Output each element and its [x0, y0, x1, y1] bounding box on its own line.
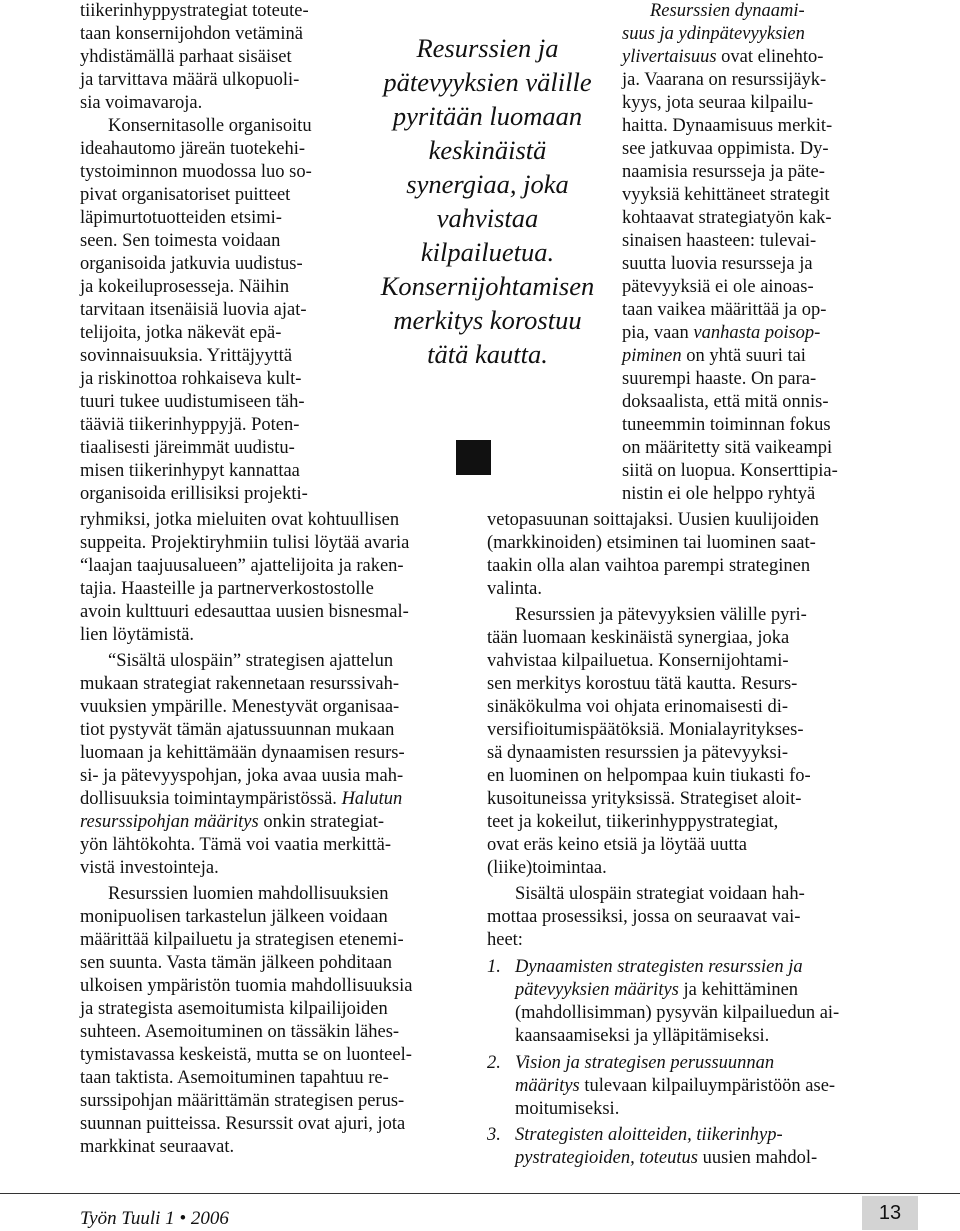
text-line: ulkoisen ympäristön tuomia mahdollisuuksia — [80, 976, 413, 996]
text-line: taan vaikea määrittää ja op- — [622, 300, 827, 320]
text-line: vetopasuunan soittajaksi. Uusien kuulijoiden — [487, 510, 819, 530]
text-line: luomaan ja kehittämään dynaamisen resurs- — [80, 743, 405, 763]
text-line: läpimurtotuotteiden etsimi- — [80, 208, 282, 228]
text-line: valinta. — [487, 579, 542, 599]
text-line: sinäkökulma voi ohjata erinomaisesti di- — [487, 697, 789, 717]
text-line: pätevyyksiä ei ole ainoas- — [622, 277, 814, 297]
text-line: taakin olla alan vaihtoa parempi strateginen — [487, 556, 811, 576]
text-run: uusien mahdol- — [697, 1148, 818, 1168]
text-line: sen merkitys korostuu tätä kautta. Resurs- — [487, 674, 798, 694]
text-line: suurempi haaste. On para- — [622, 369, 817, 389]
text-line: en luominen on helpompaa kuin tiukasti fo- — [487, 766, 811, 786]
text-line: ovat eräs keino etsiä ja löytää uutta — [487, 835, 747, 855]
text-line: ja. Vaarana on resurssijäyk- — [622, 70, 827, 90]
list-item-line: Vision ja strategisen perussuunnan — [515, 1053, 775, 1073]
italic-run: ylivertaisuus — [622, 47, 717, 67]
list-number: 1. — [487, 957, 501, 977]
section-end-square — [456, 440, 491, 475]
text-line: heet: — [487, 930, 523, 950]
text-run: ovat elinehto- — [716, 47, 824, 67]
text-line: Resurssien luomien mahdollisuuksien — [108, 884, 389, 904]
text-line: ja riskinottoa rohkaiseva kult- — [80, 369, 302, 389]
pull-quote-line: tätä kautta. — [427, 338, 548, 369]
text-line: “Sisältä ulospäin” strategisen ajattelun — [108, 651, 394, 671]
text-line: Sisältä ulospäin strategiat voidaan hah- — [515, 884, 805, 904]
text-line: ja strategista asemoitumista kilpailijoiden — [80, 999, 388, 1019]
italic-run: Halutun — [336, 789, 403, 809]
text-line: vyyksiä kehittäneet strategit — [622, 185, 830, 205]
text-line: tääviä tiikerinhyppyjä. Poten- — [80, 415, 300, 435]
text-line: naamisia resursseja ja päte- — [622, 162, 825, 182]
text-line: ja tarvittava määrä ulkopuoli- — [80, 70, 300, 90]
text-line: si- ja pätevyyspohjan, joka avaa uusia mah- — [80, 766, 404, 786]
text-line: Konsernitasolle organisoitu — [108, 116, 312, 136]
text-line: nistin ei ole helppo ryhtyä — [622, 484, 816, 504]
list-item-line: (mahdollisimman) pysyvän kilpailuedun ai- — [515, 1003, 840, 1023]
list-item-line: kaansaamiseksi ja ylläpitämiseksi. — [515, 1026, 770, 1046]
text-run: pia, vaan — [622, 323, 689, 343]
italic-run: määritys — [515, 1076, 580, 1096]
text-line — [80, 811, 384, 834]
text-line: suunnan puitteissa. Resurssit ovat ajuri, jota — [80, 1114, 406, 1134]
list-item-line: moitumiseksi. — [515, 1099, 620, 1119]
text-line: markkinat seuraavat. — [80, 1137, 235, 1157]
text-run: ja kehittäminen — [678, 980, 799, 1000]
pull-quote-line: pyritään luomaan — [392, 100, 583, 131]
text-line: määrittää kilpailuetu ja strategisen etenemi- — [80, 930, 404, 950]
text-line: siitä on luopua. Konserttipia- — [622, 461, 838, 481]
text-line: lien löytämistä. — [80, 625, 195, 645]
text-line: monipuolisen tarkastelun jälkeen voidaan — [80, 907, 388, 927]
text-line — [622, 345, 806, 368]
pull-quote-line: pätevyyksien välille — [383, 66, 592, 97]
text-line — [622, 322, 820, 345]
text-line: tarvitaan itsenäisiä luovia ajat- — [80, 300, 307, 320]
text-line — [622, 23, 805, 46]
list-item-line: Strategisten aloitteiden, tiikerinhyp- — [515, 1125, 783, 1145]
text-line: vistä investointeja. — [80, 858, 219, 878]
text-line: doksaalista, että mitä onnis- — [622, 392, 829, 412]
text-line: suhteen. Asemoituminen on tässäkin lähes- — [80, 1022, 400, 1042]
text-line: kyys, jota seuraa kilpailu- — [622, 93, 814, 113]
text-line: vahvistaa kilpailuetua. Konsernijohtami- — [487, 651, 789, 671]
text-line: suutta luovia resursseja ja — [622, 254, 813, 274]
text-line: yhdistämällä parhaat sisäiset — [80, 47, 292, 67]
text-line: mottaa prosessiksi, jossa on seuraavat vai- — [487, 907, 801, 927]
text-line: tuuri tukee uudistumiseen täh- — [80, 392, 305, 412]
text-line: “laajan taajuusalueen” ajattelijoita ja raken- — [80, 556, 404, 576]
text-run: on yhtä suuri tai — [681, 346, 806, 366]
pull-quote-line: Konsernijohtamisen — [380, 270, 595, 301]
text-line: tymistavassa keskeistä, mutta se on luonteel- — [80, 1045, 412, 1065]
list-number: 3. — [487, 1125, 501, 1145]
text-line: see jatkuvaa oppimista. Dy- — [622, 139, 829, 159]
text-line: vuuksien ympärille. Menestyvät organisaa- — [80, 697, 400, 717]
text-line: organisoida erillisiksi projekti- — [80, 484, 308, 504]
pull-quote-line: vahvistaa — [436, 202, 539, 233]
text-line: seen. Sen toimesta voidaan — [80, 231, 281, 251]
text-line: haitta. Dynaamisuus merkit- — [622, 116, 833, 136]
text-line: sen suunta. Vasta tämän jälkeen pohditaan — [80, 953, 393, 973]
text-line: on määritetty sitä vaikeampi — [622, 438, 833, 458]
italic-run: suus ja ydinpätevyyksien — [622, 24, 805, 44]
text-line: Resurssien ja pätevyyksien välille pyri- — [515, 605, 807, 625]
italic-run: vanhasta poisop- — [688, 323, 821, 343]
text-line: avoin kulttuuri edesauttaa uusien bisnesmal- — [80, 602, 409, 622]
text-line: misen tiikerinhypyt kannattaa — [80, 461, 300, 481]
italic-run: resurssipohjan määritys — [80, 812, 259, 832]
italic-run: pystrategioiden, toteutus — [515, 1148, 698, 1168]
text-line: sia voimavaroja. — [80, 93, 203, 113]
text-line: kohtaavat strategiatyön kak- — [622, 208, 832, 228]
text-line: tään luomaan keskinäistä synergiaa, joka — [487, 628, 790, 648]
text-line: ideahautomo järeän tuotekehi- — [80, 139, 305, 159]
pull-quote-line: synergiaa, joka — [406, 168, 569, 199]
text-line: yön lähtökohta. Tämä voi vaatia merkittä- — [80, 835, 391, 855]
text-line: kusoituneissa yrityksissä. Strategiset aloit- — [487, 789, 802, 809]
italic-run: Resurssien dynaami- — [650, 1, 805, 21]
text-line — [80, 788, 402, 811]
text-line: telijoita, jotka näkevät epä- — [80, 323, 282, 343]
text-line: tystoiminnon muodossa luo so- — [80, 162, 312, 182]
list-item-line — [515, 979, 798, 1002]
text-line: teet ja kokeilut, tiikerinhyppystrategiat, — [487, 812, 779, 832]
text-line: surssipohjan määrittämän strategisen perus- — [80, 1091, 405, 1111]
text-line: suppeita. Projektiryhmiin tulisi löytää avaria — [80, 533, 410, 553]
text-run: dollisuuksia toimintaympäristössä. — [80, 789, 337, 809]
text-line: organisoida jatkuvia uudistus- — [80, 254, 303, 274]
text-line: tiaalisesti järeimmät uudistu- — [80, 438, 295, 458]
text-line: taan taktista. Asemoituminen tapahtuu re- — [80, 1068, 389, 1088]
text-line: sovinnaisuuksia. Yrittäjyyttä — [80, 346, 293, 366]
pull-quote-line: Resurssien ja — [416, 32, 559, 63]
text-line: sä dynaamisten resurssien ja pätevyyksi- — [487, 743, 789, 763]
text-line: versifioitumispäätöksiä. Monialayritykses- — [487, 720, 804, 740]
italic-run: pätevyyksien määritys — [515, 980, 679, 1000]
page-number: 13 — [862, 1196, 918, 1230]
text-line: sinaisen haasteen: tulevai- — [622, 231, 817, 251]
list-item-line — [515, 1147, 817, 1170]
pull-quote-line: keskinäistä — [428, 134, 547, 165]
pull-quote-line: merkitys korostuu — [393, 304, 582, 335]
list-item-line — [515, 1075, 835, 1098]
text-line — [650, 0, 805, 23]
list-number: 2. — [487, 1053, 501, 1073]
list-item-line: Dynaamisten strategisten resurssien ja — [515, 957, 803, 977]
text-line: ja kokeiluprosesseja. Näihin — [80, 277, 290, 297]
text-line: (markkinoiden) etsiminen tai luominen saat- — [487, 533, 816, 553]
footer-rule — [0, 1193, 960, 1194]
text-line: tuneemmin toiminnan fokus — [622, 415, 831, 435]
text-line: tajia. Haasteille ja partnerverkostostolle — [80, 579, 374, 599]
text-run: onkin strategiat- — [258, 812, 385, 832]
text-line: ryhmiksi, jotka mieluiten ovat kohtuullisen — [80, 510, 400, 530]
text-line: tiikerinhyppystrategiat toteute- — [80, 1, 309, 21]
text-run: tulevaan kilpailuympäristöön ase- — [579, 1076, 836, 1096]
text-line — [622, 46, 823, 69]
text-line: tiot pystyvät tämän ajatussuunnan mukaan — [80, 720, 395, 740]
text-line: taan konsernijohdon vetäminä — [80, 24, 303, 44]
text-line: mukaan strategiat rakennetaan resurssivah- — [80, 674, 399, 694]
text-line: pivat organisatoriset puitteet — [80, 185, 291, 205]
text-line: (liike)toimintaa. — [487, 858, 607, 878]
journal-footer: Työn Tuuli 1 • 2006 — [80, 1208, 229, 1229]
pull-quote-line: kilpailuetua. — [420, 236, 555, 267]
italic-run: piminen — [622, 346, 682, 366]
